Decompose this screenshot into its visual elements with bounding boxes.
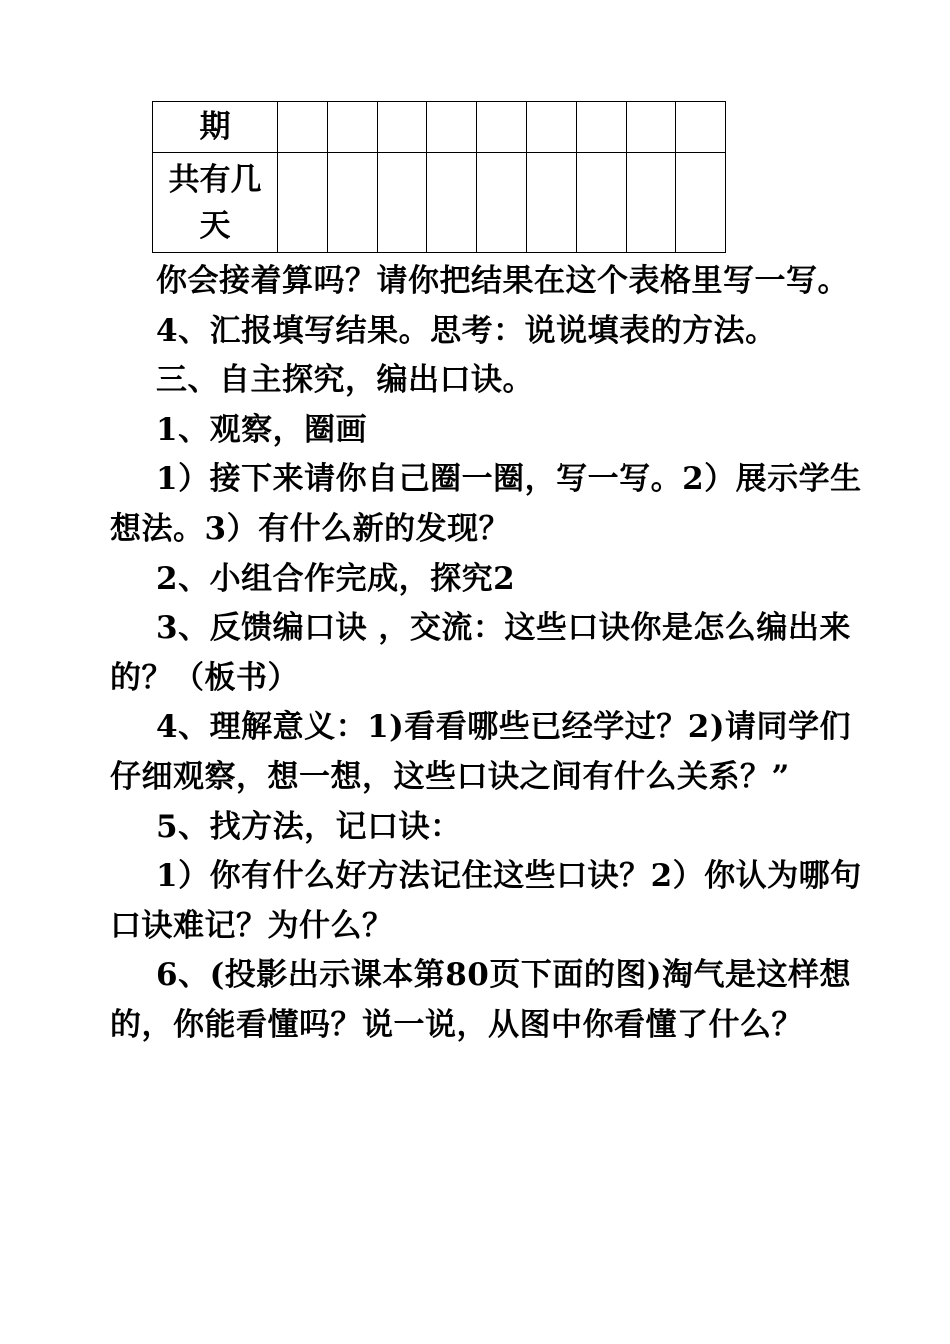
paragraph: 你会接着算吗？请你把结果在这个表格里写一写。 bbox=[156, 263, 849, 299]
blank-cell[interactable] bbox=[676, 153, 726, 253]
blank-cell[interactable] bbox=[626, 102, 676, 153]
blank-cell[interactable] bbox=[526, 153, 576, 253]
blank-cell[interactable] bbox=[377, 153, 427, 253]
row-label-text: 期 bbox=[199, 109, 231, 145]
blank-cell[interactable] bbox=[327, 102, 377, 153]
week-days-table bbox=[152, 101, 726, 253]
paragraph: 3、反馈编口诀 ，交流：这些口诀你是怎么编出来的？（板书） bbox=[110, 610, 851, 696]
paragraph: 4、理解意义：1)看看哪些已经学过？2)请同学们仔细观察，想一想，这些口诀之间有什么关系？” bbox=[110, 709, 852, 795]
blank-cell[interactable] bbox=[278, 153, 328, 253]
table-row bbox=[153, 153, 726, 253]
blank-cell[interactable] bbox=[278, 102, 328, 153]
row-label-total-days bbox=[153, 153, 278, 253]
table-row bbox=[153, 102, 726, 153]
paragraph: 4、汇报填写结果。思考：说说填表的方法。 bbox=[156, 312, 777, 349]
lesson-text-body bbox=[110, 257, 862, 1051]
blank-cell[interactable] bbox=[327, 153, 377, 253]
blank-cell[interactable] bbox=[377, 102, 427, 153]
blank-cell[interactable] bbox=[576, 153, 626, 253]
section-heading: 三、自主探究，编出口诀。 bbox=[156, 362, 534, 399]
row-label-period bbox=[153, 102, 278, 153]
paragraph: 5、找方法，记口诀： bbox=[156, 808, 462, 845]
blank-cell[interactable] bbox=[477, 153, 527, 253]
paragraph: 6、(投影出示课本第80页下面的图)淘气是这样想的，你能看懂吗？说一说，从图中你看懂了什么？ bbox=[110, 957, 852, 1043]
blank-cell[interactable] bbox=[427, 153, 477, 253]
blank-cell[interactable] bbox=[626, 153, 676, 253]
blank-cell[interactable] bbox=[526, 102, 576, 153]
blank-cell[interactable] bbox=[576, 102, 626, 153]
row-label-text: 共有几天 bbox=[168, 161, 262, 244]
blank-cell[interactable] bbox=[676, 102, 726, 153]
paragraph: 2、小组合作完成，探究2 bbox=[156, 560, 516, 597]
paragraph: 1）你有什么好方法记住这些口诀？2）你认为哪句口诀难记？为什么？ bbox=[110, 858, 862, 944]
paragraph: 1、观察，圈画 bbox=[156, 411, 368, 448]
blank-cell[interactable] bbox=[477, 102, 527, 153]
paragraph: 1）接下来请你自己圈一圈，写一写。2）展示学生想法。3）有什么新的发现？ bbox=[110, 461, 862, 547]
blank-cell[interactable] bbox=[427, 102, 477, 153]
